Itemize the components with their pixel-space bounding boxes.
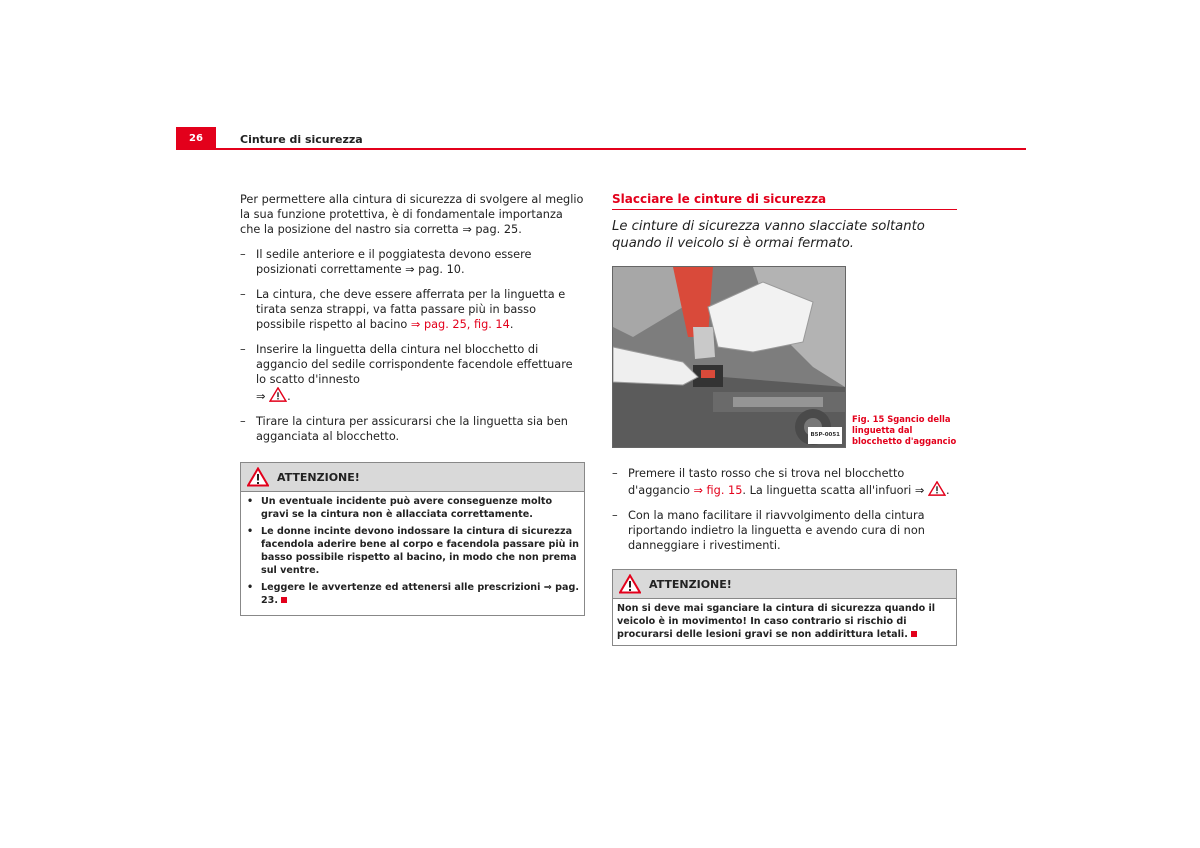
dash-marker: – [612, 509, 618, 522]
dash-marker: – [240, 343, 246, 356]
warning-bullet: • Un eventuale incidente può avere conseguenze molto gravi se la cintura non è allacciata correttamente. [247, 496, 553, 520]
figure-block [612, 266, 957, 448]
section-title: Slacciare le cinture di sicurezza [612, 192, 957, 210]
dash-marker: – [240, 288, 246, 301]
list-item-text: La cintura, che deve essere afferrata per la linguetta e tirata senza strappi, va fatta passare più in basso possibile rispetto al bacino [256, 288, 566, 331]
warning-body [241, 492, 584, 615]
header-divider [176, 148, 1026, 150]
warning-triangle-icon [928, 481, 946, 495]
list-item [240, 247, 585, 277]
intro-paragraph: Per permettere alla cintura di sicurezza di svolgere al meglio la sua funzione protettiva, è di fondamentale importanza che la posizione del nastro sia corretta ⇒ pag. 25. [240, 193, 584, 236]
warning-box [240, 462, 585, 616]
bullet-dot: • [247, 526, 254, 537]
warning-header [241, 463, 584, 492]
list-item-text: Tirare la cintura per assicurarsi che la linguetta sia ben agganciata al blocchetto. [256, 415, 568, 443]
warning-box [612, 569, 957, 646]
dash-marker: – [240, 415, 246, 428]
dash-marker: – [612, 467, 618, 480]
section-intro: Le cinture di sicurezza vanno slacciate soltanto quando il veicolo si è ormai fermato. [612, 219, 925, 251]
bullet-dot: • [247, 582, 254, 593]
list-item: – La cintura, che deve essere afferrata per la linguetta e tirata senza strappi, va fatta passare più in basso possibile rispetto al bacino ⇒ pag. 25, fig. 14. [240, 288, 566, 331]
left-column [240, 192, 585, 616]
figure-caption: Fig. 15 Sgancio della linguetta dal blocchetto d'aggancio [852, 414, 957, 446]
warning-body: Non si deve mai sganciare la cintura di sicurezza quando il veicolo è in movimento! In caso contrario si rischio di procurarsi delle lesioni gravi se non addirittura letali. [617, 603, 936, 640]
warning-title: ATTENZIONE! [649, 577, 732, 591]
warning-header [613, 570, 956, 599]
warning-triangle-icon [269, 387, 287, 401]
warning-triangle-icon [247, 467, 269, 487]
list-item: – Con la mano facilitare il riavvolgimento della cintura riportando indietro la linguetta e avendo cura di non danneggiare i rivestimenti. [612, 509, 925, 552]
page-header-title: Cinture di sicurezza [240, 133, 363, 146]
figure-image [612, 266, 846, 448]
end-marker-icon [281, 597, 287, 603]
seatbelt-release-illustration [613, 267, 845, 447]
warning-triangle-icon [619, 574, 641, 594]
list-item: – Inserire la linguetta della cintura nel blocchetto di aggancio del sedile corrispondente facendole effettuare lo scatto d'innesto ⇒ . [240, 343, 573, 403]
list-item-text: Inserire la linguetta della cintura nel blocchetto di aggancio del sedile corrispondente facendole effettuare lo scatto d'innesto [256, 343, 573, 386]
dash-marker: – [240, 248, 246, 261]
warning-bullet: • Leggere le avvertenze ed attenersi alle prescrizioni ⇒ pag. 23. [247, 582, 579, 606]
right-column [612, 192, 957, 646]
page-reference-link[interactable]: ⇒ pag. 25, fig. 14 [410, 318, 510, 331]
warning-title: ATTENZIONE! [277, 470, 360, 484]
warning-bullet: • Le donne incinte devono indossare la cintura di sicurezza facendola aderire bene al corpo e facendola passare più in basso possibile rispetto al bacino, in modo che non prema sul ventre. [247, 526, 579, 576]
page-number: 26 [176, 127, 216, 149]
bullet-dot: • [247, 496, 254, 507]
figure-code: B5P-0051 [808, 427, 842, 444]
figure-reference-link[interactable]: ⇒ fig. 15 [693, 484, 743, 497]
list-item-text: Il sedile anteriore e il poggiatesta devono essere posizionati correttamente ⇒ pag. 10. [256, 248, 532, 276]
list-item: – Premere il tasto rosso che si trova nel blocchetto d'aggancio ⇒ fig. 15. La linguetta scatta all'infuori ⇒ . [612, 467, 950, 497]
end-marker-icon [911, 631, 917, 637]
list-item [240, 414, 585, 444]
